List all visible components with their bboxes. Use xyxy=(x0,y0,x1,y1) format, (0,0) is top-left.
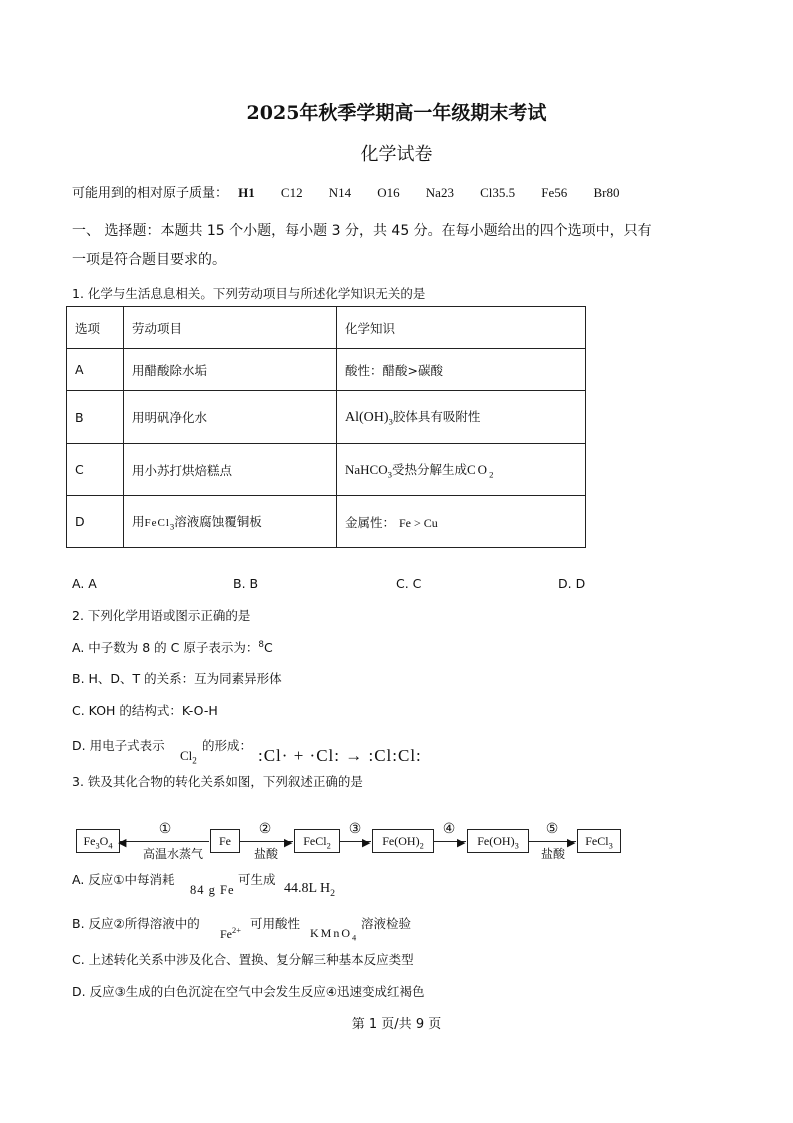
q1-stem: 1. 化学与生活息息相关。下列劳动项目与所述化学知识无关的是 xyxy=(72,286,426,301)
formula-subscript: 3 xyxy=(169,521,175,532)
flow-condition-5: 盐酸 xyxy=(540,847,565,861)
q3-option-b: B. 反应②所得溶液中的 xyxy=(72,916,200,931)
q3-b-reagent xyxy=(310,926,358,942)
atomic-mass-h: H1 xyxy=(238,185,255,200)
flow-box-feoh2: $Fe(OH)_2$ xyxy=(372,829,434,853)
arrow-head-right-icon: ▶ xyxy=(362,836,371,849)
formula-subscript: 2 xyxy=(489,469,494,480)
page-title: 2025年秋季学期高一年级期末考试 xyxy=(246,102,547,124)
flow-box-fecl2: FeCl$_2$ xyxy=(294,829,340,853)
flow-box-feoh3: $Fe(OH)_3$ xyxy=(467,829,529,853)
q3-b-tail: 溶液检验 xyxy=(361,916,412,931)
q2-d-formula xyxy=(180,748,197,766)
formula-subscript: 3 xyxy=(388,416,393,427)
atomic-mass-br: Br80 xyxy=(593,185,620,200)
flow-box-fe3o4: $Fe_3O_4$ xyxy=(76,829,120,853)
option-text: D. 用电子式表示 xyxy=(72,738,165,753)
q2-option-c: C. KOH 的结构式：K-O-H xyxy=(72,703,218,718)
q2-option-b: B. H、D、T 的关系：互为同素异形体 xyxy=(72,671,282,686)
atomic-mass-fe: Fe56 xyxy=(541,185,568,200)
table-cell-option: A xyxy=(67,349,124,391)
knowledge-text: 受热分解生成 xyxy=(391,461,467,477)
q3-stem: 3. 铁及其化合物的转化关系如图，下列叙述正确的是 xyxy=(72,774,363,789)
formula-subscript: 4 xyxy=(352,933,359,943)
table-header-cell: 劳动项目 xyxy=(124,307,337,349)
table-cell-knowledge xyxy=(337,391,586,444)
q1-choice-d: D. D xyxy=(558,576,586,591)
arrow-head-left-icon: ◀ xyxy=(118,836,127,849)
q1-table xyxy=(66,306,586,548)
flow-step-3: ③ xyxy=(348,821,362,837)
atomic-mass-label: 可能用到的相对原子质量： xyxy=(72,186,229,201)
flow-box-fe: Fe xyxy=(210,829,240,853)
q1-choice-a: A. A xyxy=(72,576,97,591)
q3-a-middle: 可生成 xyxy=(238,872,276,887)
formula: Al(OH) xyxy=(345,410,389,426)
q2-stem: 2. 下列化学用语或图示正确的是 xyxy=(72,608,251,623)
formula: FeCl xyxy=(144,516,170,529)
arrow-head-right-icon: ▶ xyxy=(284,836,293,849)
q3-a-volume xyxy=(284,881,335,899)
q1-choice-c: C. C xyxy=(396,576,422,591)
flow-step-5: ⑤ xyxy=(545,821,559,837)
table-header-cell: 化学知识 xyxy=(337,307,586,349)
section-instructions-line2: 一项是符合题目要求的。 xyxy=(72,252,226,268)
q2-d-middle: 的形成： xyxy=(202,738,253,753)
table-cell-task: 用明矾净化水 xyxy=(124,391,337,444)
q3-b-middle: 可用酸性 xyxy=(250,916,301,931)
mass-number: 8 xyxy=(258,639,264,650)
reagent-formula: KMnO xyxy=(310,926,353,940)
table-row xyxy=(67,496,586,548)
table-cell-task: 用醋酸除水垢 xyxy=(124,349,337,391)
table-cell-option: B xyxy=(67,391,124,444)
page-subtitle: 化学试卷 xyxy=(360,144,433,165)
table-row xyxy=(67,391,586,444)
table-cell-option: D xyxy=(67,496,124,548)
volume-value: 44.8L H xyxy=(284,881,331,896)
formula: CO xyxy=(467,461,490,477)
table-cell-knowledge xyxy=(337,444,586,496)
flow-arrow-1 xyxy=(119,841,209,842)
table-header-cell: 选项 xyxy=(67,307,124,349)
q2-option-d xyxy=(72,736,165,754)
knowledge-text: 胶体具有吸附性 xyxy=(392,409,481,425)
table-row xyxy=(67,349,586,391)
knowledge-text: 金属性： xyxy=(345,514,396,530)
flow-step-1: ① xyxy=(158,821,172,837)
atomic-mass-cl: Cl35.5 xyxy=(480,185,516,200)
formula: Cl xyxy=(180,748,193,763)
q3-option-c: C. 上述转化关系中涉及化合、置换、复分解三种基本反应类型 xyxy=(72,952,414,967)
arrow-head-right-icon: ▶ xyxy=(457,836,466,849)
formula-subscript: 2 xyxy=(192,755,197,766)
task-prefix: 用 xyxy=(132,513,145,529)
element-symbol: C xyxy=(263,640,273,655)
q3-a-quantity: 84 g Fe xyxy=(190,883,235,897)
ion-charge: 2+ xyxy=(232,926,241,935)
flow-step-2: ② xyxy=(258,821,272,837)
formula-subscript: 2 xyxy=(330,887,336,899)
flow-step-4: ④ xyxy=(442,821,456,837)
table-cell-option: C xyxy=(67,444,124,496)
atomic-mass-o: O16 xyxy=(377,185,400,200)
flow-box-fecl3: FeCl$_3$ xyxy=(577,829,621,853)
table-cell-knowledge: 酸性：醋酸>碳酸 xyxy=(337,349,586,391)
ion-symbol: Fe xyxy=(220,927,232,941)
atomic-mass-n: N14 xyxy=(328,185,352,200)
atomic-mass-c: C12 xyxy=(280,185,303,200)
flow-condition-2: 盐酸 xyxy=(253,847,278,861)
task-text: 溶液腐蚀覆铜板 xyxy=(174,513,262,529)
section-instructions-line1: 一、 选择题：本题共 15 个小题，每小题 3 分，共 45 分。在每小题给出的四个选项中，只有 xyxy=(72,223,652,239)
table-cell-knowledge xyxy=(337,496,586,548)
page-number: 第 1 页/共 9 页 xyxy=(351,1017,442,1032)
arrow-head-right-icon: ▶ xyxy=(567,836,576,849)
q1-choice-b: B. B xyxy=(233,576,259,591)
table-cell-task: 用小苏打烘焙糕点 xyxy=(124,444,337,496)
table-header-row xyxy=(67,307,586,349)
formula-subscript: 3 xyxy=(387,469,392,480)
q2-d-electron-formula: :Cl· + ·Cl: → :Cl:Cl: xyxy=(258,746,422,765)
q3-b-ion xyxy=(220,926,241,942)
q3-option-d: D. 反应③生成的白色沉淀在空气中会发生反应④迅速变成红褐色 xyxy=(72,984,425,999)
table-row xyxy=(67,444,586,496)
formula: Fe > Cu xyxy=(399,515,438,530)
option-text: A. 中子数为 8 的 C 原子表示为： xyxy=(72,640,259,655)
flow-condition-1: 高温水蒸气 xyxy=(142,847,203,861)
formula: NaHCO xyxy=(345,461,388,477)
table-cell-task xyxy=(124,496,337,548)
q3-option-a: A. 反应①中每消耗 xyxy=(72,872,175,887)
atomic-mass-line xyxy=(72,182,641,201)
atomic-mass-na: Na23 xyxy=(425,185,454,200)
q2-option-a xyxy=(72,638,273,656)
